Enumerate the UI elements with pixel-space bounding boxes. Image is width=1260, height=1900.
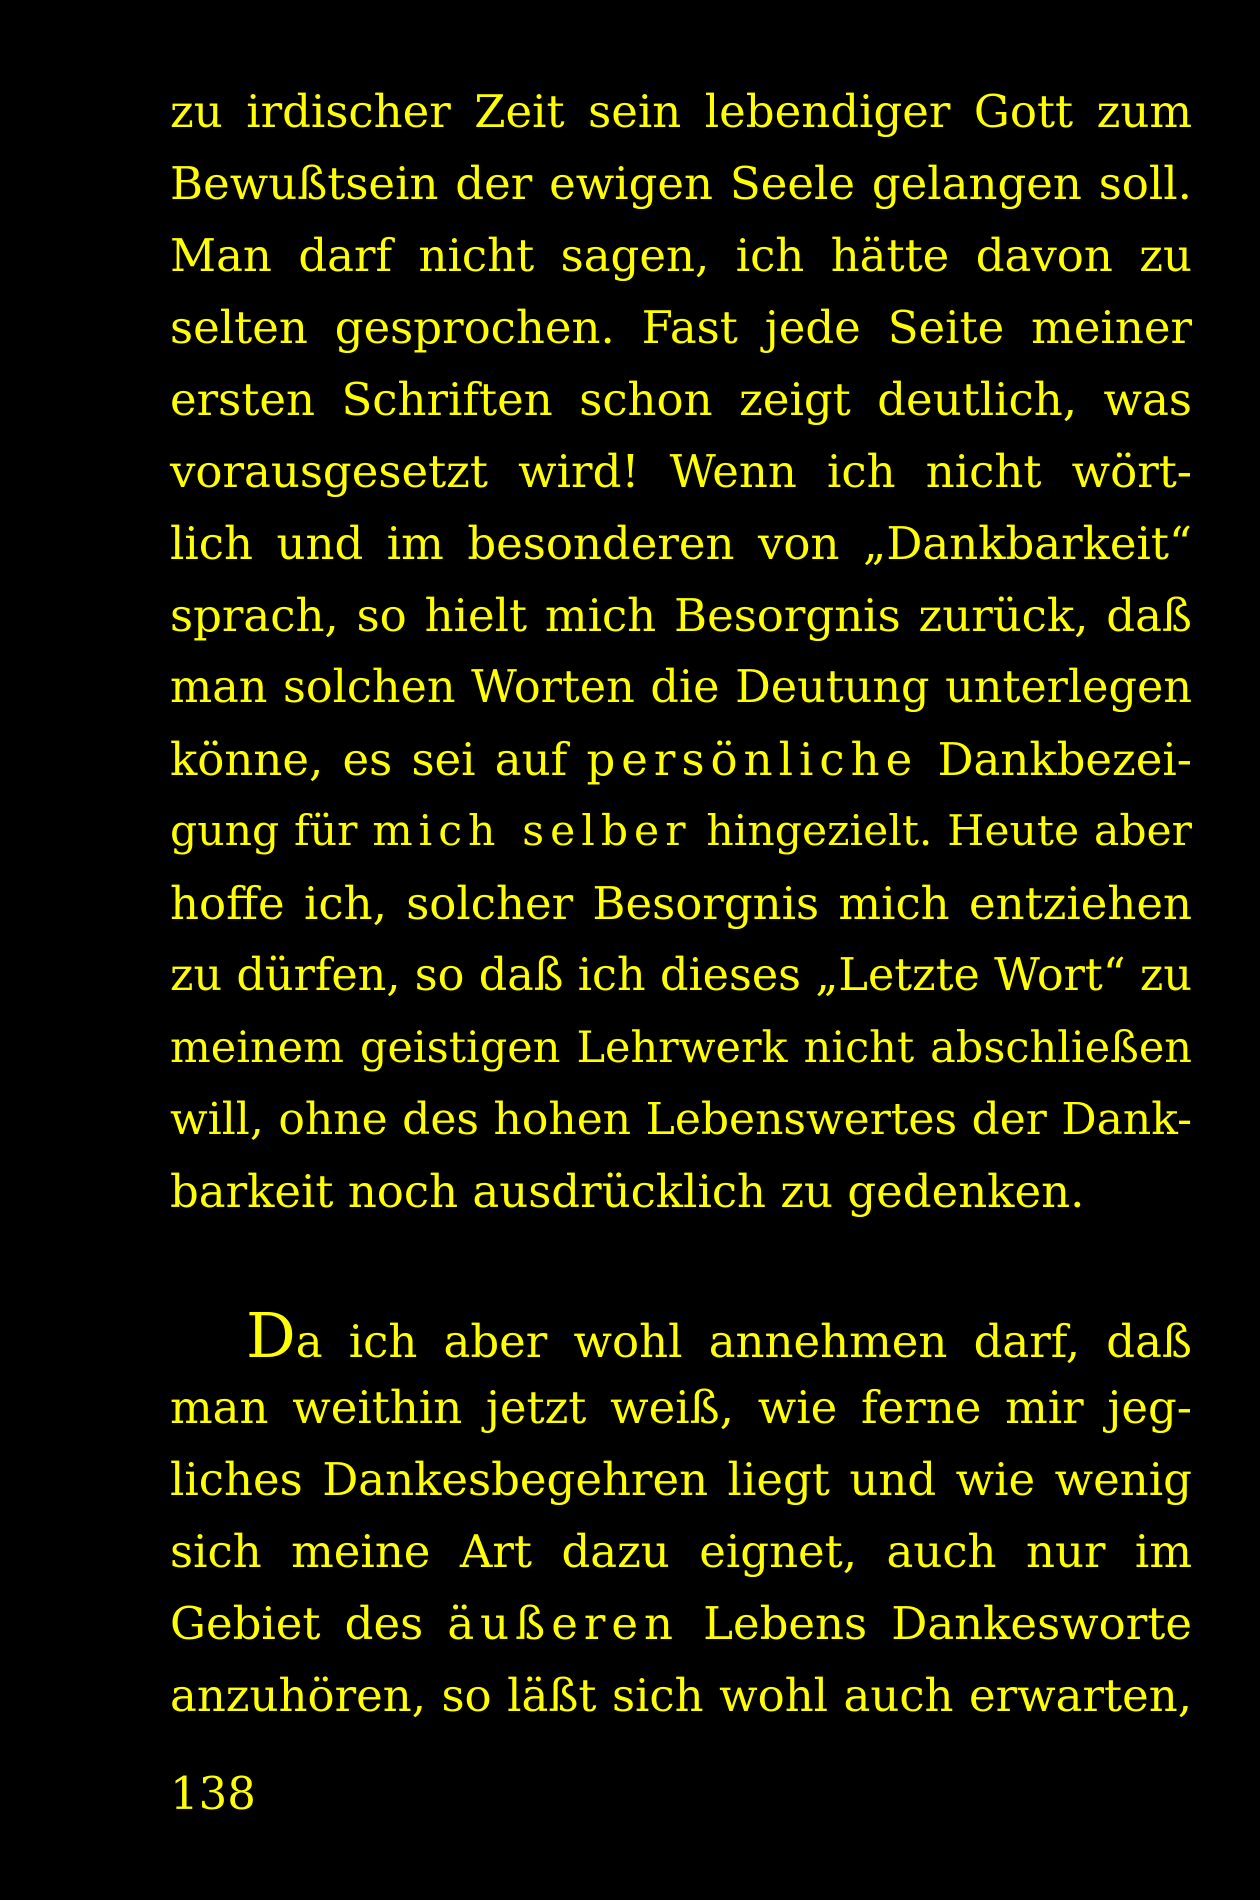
emphasized-text: äußeren bbox=[447, 1597, 679, 1650]
emphasized-text: persönliche bbox=[586, 733, 919, 786]
text-segment: hingezielt. Heute aber bbox=[706, 807, 1192, 856]
text-line: zu irdischer Zeit sein lebendiger Gott zum bbox=[170, 85, 1192, 138]
page-number: 138 bbox=[170, 1767, 256, 1820]
text-line bbox=[170, 1598, 1192, 1650]
text-line: will, ohne des hohen Lebenswertes der Dank- bbox=[170, 1094, 1192, 1145]
text-line: meinem geistigen Lehrwerk nicht abschließen bbox=[170, 1023, 1192, 1073]
text-line bbox=[170, 806, 1192, 858]
text-line bbox=[170, 734, 1192, 786]
text-line: sprach, so hielt mich Besorgnis zurück, daß bbox=[170, 589, 1192, 642]
text-line: barkeit noch ausdrücklich zu gedenken. bbox=[170, 1165, 1085, 1218]
text-line: lich und im besonderen von „Dankbarkeit“ bbox=[170, 517, 1192, 570]
text-segment: Gebiet des bbox=[170, 1597, 424, 1650]
text-line: ersten Schriften schon zeigt deutlich, was bbox=[170, 373, 1192, 426]
text-segment: a ich aber wohl annehmen darf, daß bbox=[295, 1315, 1192, 1368]
text-line: Bewußtsein der ewigen Seele gelangen soll. bbox=[170, 157, 1192, 210]
text-line: anzuhören, so läßt sich wohl auch erwarten, bbox=[170, 1669, 1192, 1722]
text-line: zu dürfen, so daß ich dieses „Letzte Wort“ zu bbox=[170, 950, 1192, 1001]
text-segment: könne, es sei auf bbox=[170, 733, 568, 786]
emphasized-text: mich selber bbox=[372, 807, 692, 856]
text-segment: Dankbezei- bbox=[937, 733, 1192, 786]
text-line: man weithin jetzt weiß, wie ferne mir jeg- bbox=[170, 1381, 1192, 1434]
text-line: Man darf nicht sagen, ich hätte davon zu bbox=[170, 229, 1192, 282]
text-line: man solchen Worten die Deutung unterlegen bbox=[170, 662, 1192, 713]
text-segment: Lebens Dankesworte bbox=[703, 1597, 1192, 1650]
text-line: selten gesprochen. Fast jede Seite meiner bbox=[170, 301, 1192, 354]
text-line bbox=[246, 1299, 1192, 1372]
text-line: sich meine Art dazu eignet, auch nur im bbox=[170, 1525, 1192, 1578]
text-segment: gung für bbox=[170, 807, 358, 856]
drop-cap: D bbox=[246, 1299, 296, 1372]
text-line: hoffe ich, solcher Besorgnis mich entziehen bbox=[170, 877, 1192, 930]
text-line: vorausgesetzt wird! Wenn ich nicht wört- bbox=[170, 445, 1192, 498]
text-line: liches Dankesbegehren liegt und wie wenig bbox=[170, 1453, 1192, 1506]
